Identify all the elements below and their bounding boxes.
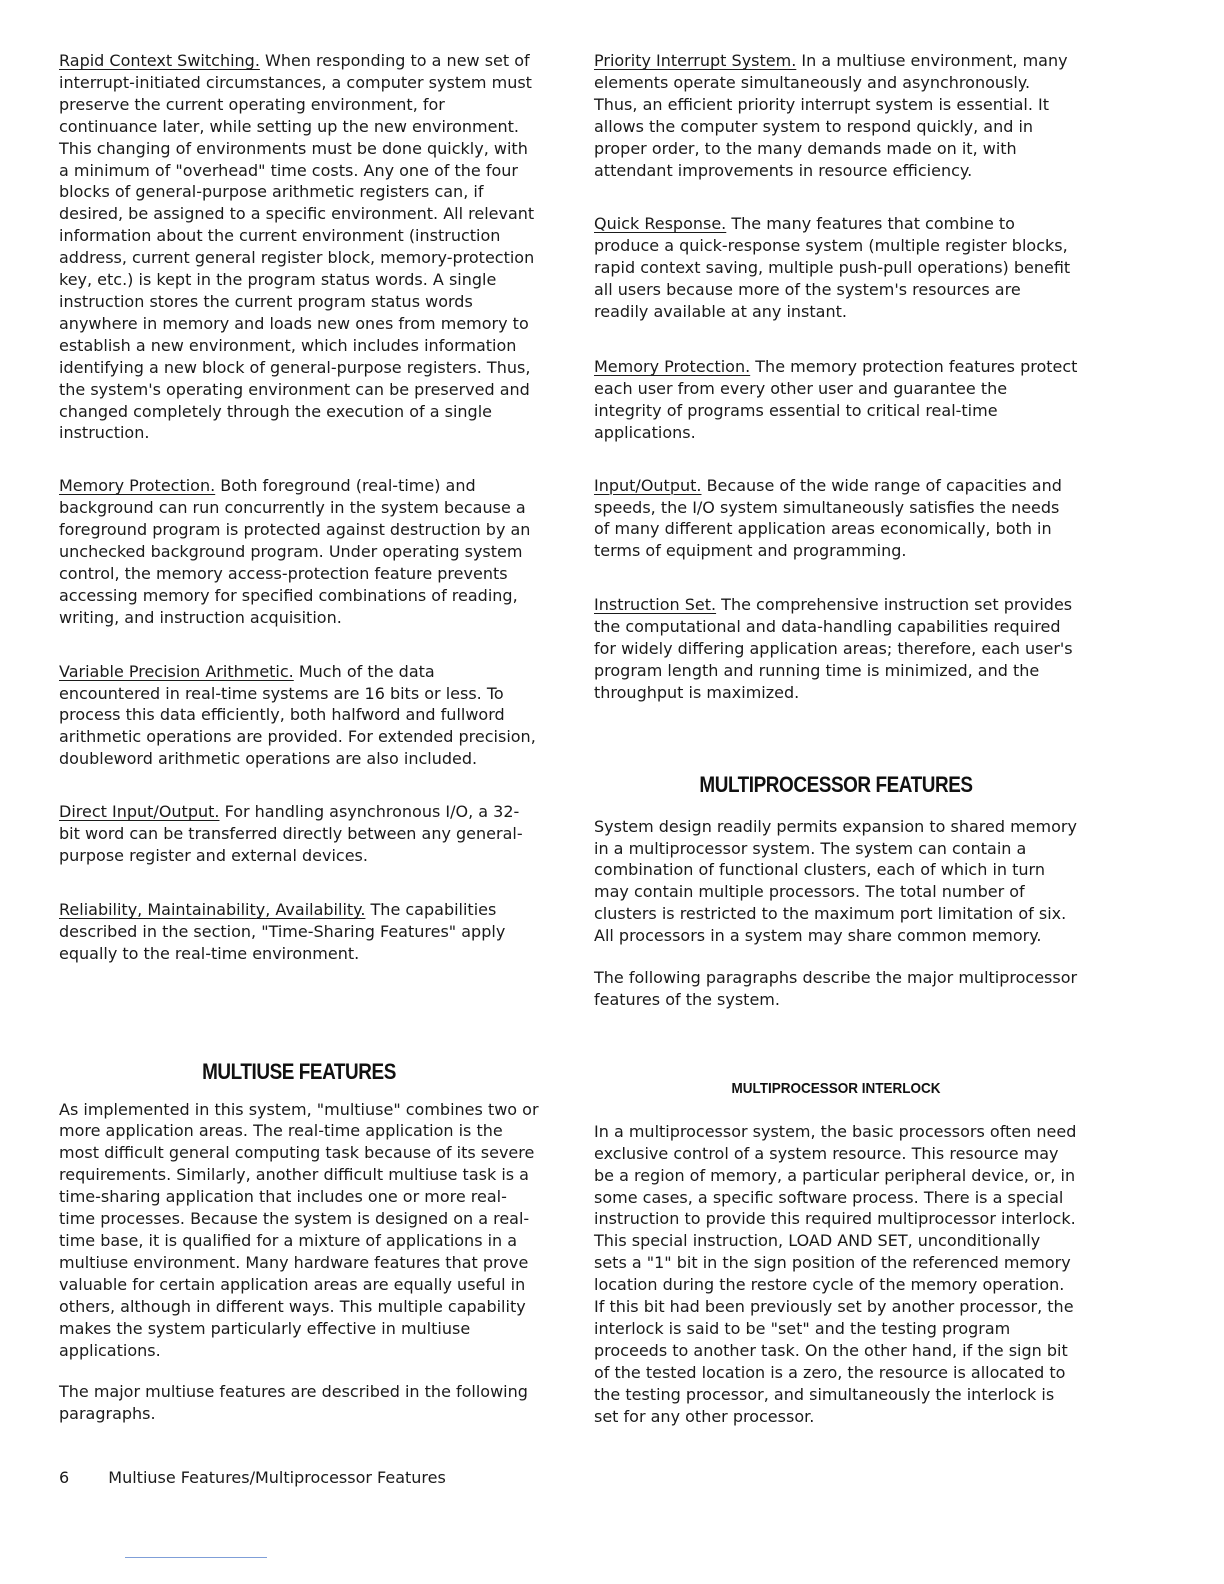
- multiprocessor-intro-paragraph: System design readily permits expansion to shared memory in a multiprocessor system. The system can contain a combination of functional clusters, each of which in turn may contain multiple processors. The total number of clusters is restricted to the maximum port limitation of six. All processors in a system may share common memory.: [594, 816, 1077, 946]
- variable-precision-lead: Variable Precision Arithmetic.: [59, 661, 294, 681]
- multiprocessor-interlock-paragraph: In a multiprocessor system, the basic processors often need exclusive control of a system resource. This resource may be a region of memory, a particular peripheral device, or, in some cases, a specific software process. There is a special instruction to provide this required multiprocessor interlock. This special instruction, LOAD AND SET, unconditionally sets a "1" bit in the sign position of the referenced memory location during the restore cycle of the memory operation. If this bit had been previously set by another processor, the interlock is said to be "set" and the testing program proceeds to another task. On the other hand, if the sign bit of the tested location is a zero, the resource is allocated to the testing processor, and simultaneously the interlock is set for any other processor.: [594, 1121, 1077, 1426]
- quick-response-text: The many features that combine to produce a quick-response system (multiple register blocks, rapid context saving, multiple push-pull operations) benefit all users because more of the system's resources are readily available at any instant.: [594, 214, 1071, 322]
- page-number: 6: [59, 1468, 70, 1487]
- input-output-lead: Input/Output.: [594, 475, 702, 495]
- memory-protection-lead: Memory Protection.: [59, 476, 216, 496]
- multiprocessor-interlock-heading: MULTIPROCESSOR INTERLOCK: [731, 1079, 941, 1097]
- rapid-context-paragraph: [59, 50, 539, 444]
- reliability-lead: Reliability, Maintainability, Availability.: [59, 899, 366, 919]
- multiuse-intro-paragraph: As implemented in this system, "multiuse" combines two or more application areas. The real-time application is the most difficult general computing task because of its severe requirements. Similarly, another difficult multiuse task is a time-sharing application that includes one or more real-time processes. Because the system is designed on a real-time base, it is qualified for a mixture of applications in a multiuse environment. Many hardware features that prove valuable for certain application areas are equally useful in others, although in different ways. This multiple capability makes the system particularly effective in multiuse applications.: [59, 1099, 539, 1360]
- input-output-paragraph: [594, 475, 1078, 563]
- variable-precision-paragraph: [59, 661, 539, 771]
- right-column: [594, 50, 1078, 1428]
- direct-io-lead: Direct Input/Output.: [59, 802, 220, 822]
- memory-protection-right-paragraph: [594, 356, 1078, 444]
- memory-protection-right-lead: Memory Protection.: [594, 356, 751, 376]
- direct-io-text: For handling asynchronous I/O, a 32-bit word can be transferred directly between any general-purpose register and external devices.: [59, 802, 523, 865]
- instruction-set-text: The comprehensive instruction set provides the computational and data-handling capabilities required for widely differing application areas; therefore, each user's program length and running time is minimized, and the throughput is maximized.: [594, 595, 1073, 702]
- multiuse-features-heading: MULTIUSE FEATURES: [202, 1058, 396, 1084]
- priority-interrupt-text: In a multiuse environment, many elements operate simultaneously and asynchronously. Thus, an efficient priority interrupt system is essential. It allows the computer system to respond quickly, and in proper order, to the many demands made on it, with attendant improvements in resource efficiency.: [594, 51, 1068, 180]
- reliability-paragraph: [59, 899, 539, 965]
- running-title: Multiuse Features/Multiprocessor Features: [108, 1468, 446, 1487]
- priority-interrupt-paragraph: [594, 50, 1078, 181]
- priority-interrupt-lead: Priority Interrupt System.: [594, 51, 797, 70]
- rapid-context-lead: Rapid Context Switching.: [59, 51, 260, 70]
- left-column: [59, 50, 539, 1425]
- direct-io-paragraph: [59, 801, 539, 867]
- memory-protection-right-text: The memory protection features protect each user from every other user and guarantee the integrity of programs essential to critical real-time applications.: [594, 356, 1078, 442]
- rapid-context-text: When responding to a new set of interrupt-initiated circumstances, a computer system must preserve the current operating environment, for continuance later, while setting up the new environment. This changing of environments must be done quickly, with a minimum of "overhead" time costs. Any one of the four blocks of general-purpose arithmetic registers can, if desired, be assigned to a specific environment. All relevant information about the current environment (instruction address, current general register block, memory-protection key, etc.) is kept in the program status words. A single instruction stores the current program status words anywhere in memory and loads new ones from memory to establish a new environment, which includes information identifying a new block of general-purpose registers. Thus, the system's operating environment can be preserved and changed completely through the execution of a single instruction.: [59, 51, 535, 443]
- variable-precision-text: Much of the data encountered in real-time systems are 16 bits or less. To process this data efficiently, both halfword and fullword arithmetic operations are provided. For extended precision, doubleword arithmetic operations are also included.: [59, 661, 536, 769]
- input-output-text: Because of the wide range of capacities and speeds, the I/O system simultaneously satisfies the needs of many different application areas economically, both in terms of equipment and programming.: [594, 475, 1062, 561]
- page-footer: [59, 1468, 446, 1487]
- reliability-text: The capabilities described in the section, "Time-Sharing Features" apply equally to the real-time environment.: [59, 899, 506, 963]
- multiuse-major-paragraph: The major multiuse features are described in the following paragraphs.: [59, 1382, 528, 1424]
- instruction-set-paragraph: [594, 594, 1078, 704]
- instruction-set-lead: Instruction Set.: [594, 595, 717, 615]
- scan-artifact-line: [125, 1557, 267, 1558]
- quick-response-lead: Quick Response.: [594, 214, 727, 234]
- memory-protection-text: Both foreground (real-time) and background can run concurrently in the system because a foreground program is protected against destruction by an unchecked background program. Under operating system control, the memory access-protection feature prevents accessing memory for specified combinations of reading, writing, and instruction acquisition.: [59, 476, 531, 627]
- memory-protection-paragraph: [59, 475, 539, 628]
- quick-response-paragraph: [594, 213, 1078, 323]
- multiprocessor-features-heading: MULTIPROCESSOR FEATURES: [699, 771, 973, 797]
- multiprocessor-following-paragraph: The following paragraphs describe the major multiprocessor features of the system.: [594, 968, 1078, 1009]
